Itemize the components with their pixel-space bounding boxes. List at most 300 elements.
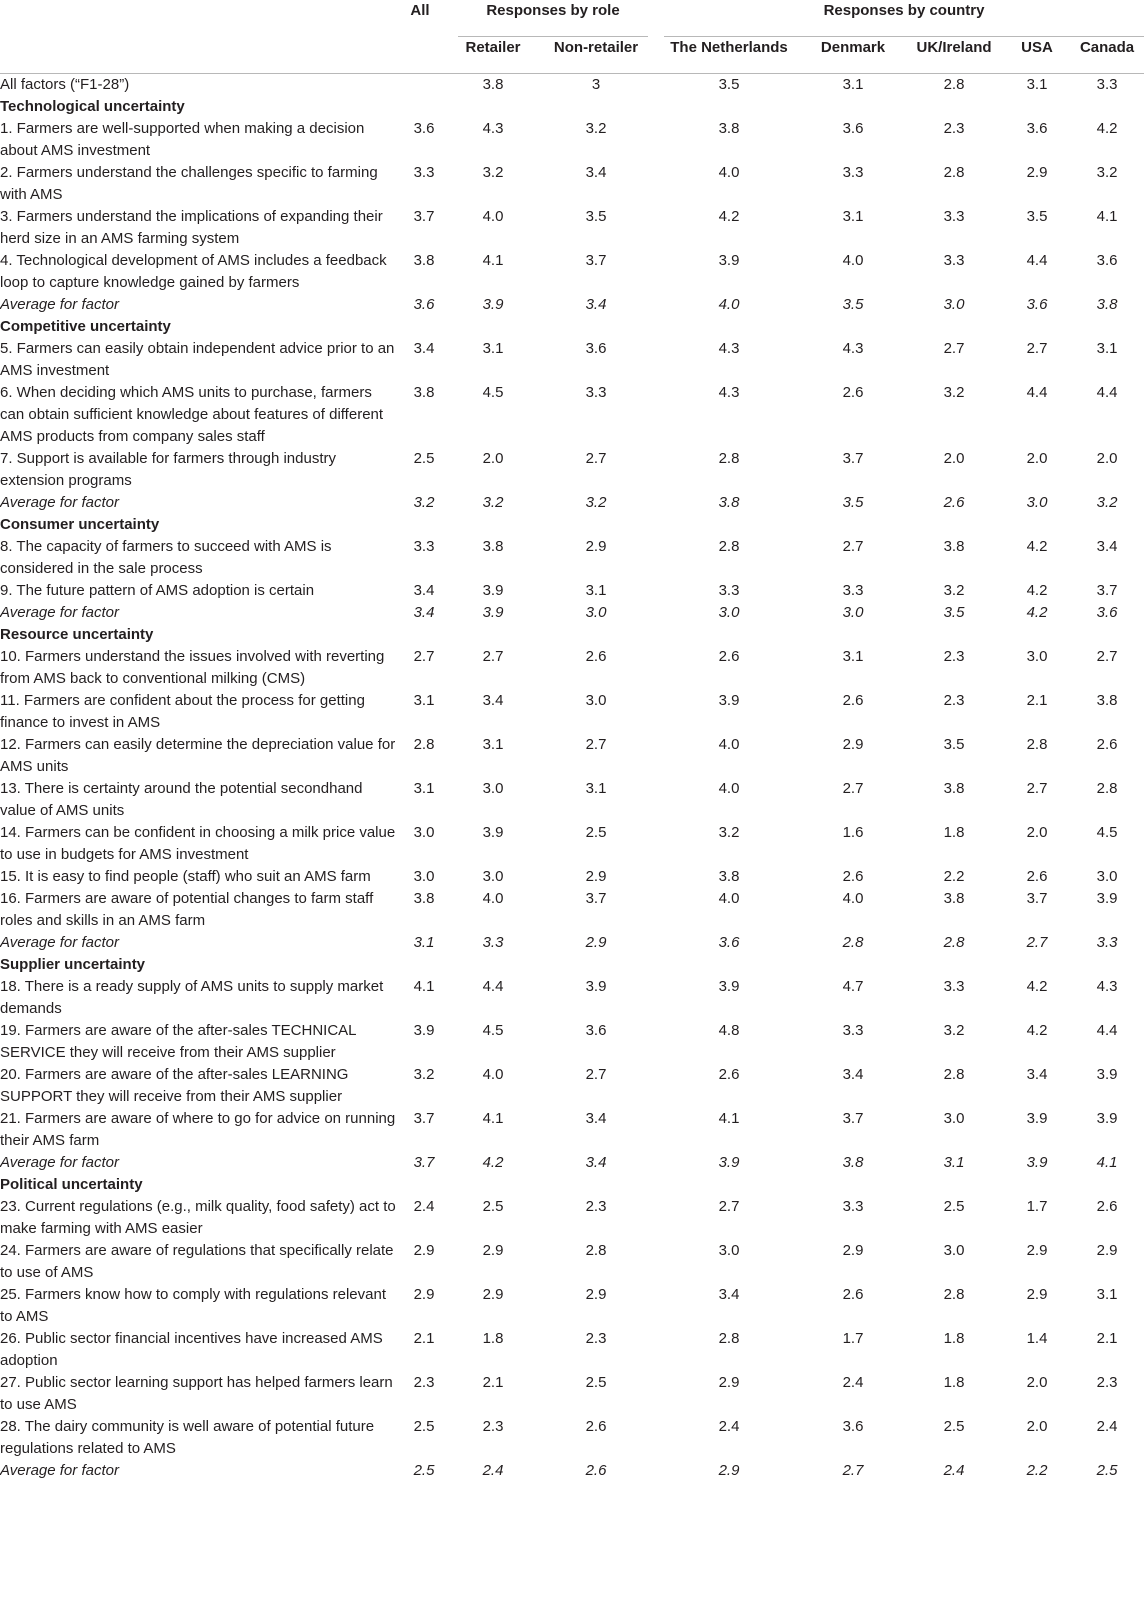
row-label: 9. The future pattern of AMS adoption is certain [0,582,315,599]
cell-denmark: 3.3 [842,1022,864,1039]
cell-denmark: 3.6 [842,120,864,137]
cell-all: 3.4 [413,340,435,357]
cell-usa: 4.4 [1026,384,1048,401]
table-row [0,1196,1144,1240]
cell-usa: 3.9 [1026,1110,1048,1127]
cell-denmark: 2.6 [842,868,864,885]
table-row [0,1328,1144,1372]
cell-canada: 2.7 [1096,648,1118,665]
cell-denmark: 4.3 [842,340,864,357]
cell-all: 2.5 [413,450,435,467]
cell-retailer: 1.8 [482,1330,504,1347]
cell-all: 2.1 [413,1330,435,1347]
cell-all: 3.0 [413,824,435,841]
cell-non-retailer: 3.5 [585,208,607,225]
cell-denmark: 3.6 [842,1418,864,1435]
cell-netherlands: 4.2 [718,208,740,225]
cell-uk-ireland: 3.3 [943,252,965,269]
cell-all: 3.3 [413,538,435,555]
cell-usa: 3.6 [1026,296,1048,313]
section-header-row [0,316,1144,338]
cell-retailer: 4.0 [482,208,504,225]
table-row [0,1284,1144,1328]
cell-non-retailer: 2.7 [585,1066,607,1083]
cell-uk-ireland: 2.8 [943,76,965,93]
cell-all: 3.2 [413,494,435,511]
cell-all: 3.6 [413,120,435,137]
table-row [0,1372,1144,1416]
cell-canada: 3.7 [1096,582,1118,599]
cell-denmark: 2.6 [842,1286,864,1303]
cell-non-retailer: 2.3 [585,1330,607,1347]
cell-retailer: 2.9 [482,1286,504,1303]
cell-denmark: 3.5 [842,296,864,313]
row-label: 24. Farmers are aware of regulations that specifically relate to use of AMS [0,1242,394,1281]
table-row [0,1108,1144,1152]
row-label: Average for factor [0,296,119,313]
cell-uk-ireland: 2.0 [943,450,965,467]
table-row [0,118,1144,162]
cell-usa: 3.5 [1026,208,1048,225]
row-label: Average for factor [0,604,119,621]
cell-non-retailer: 2.9 [585,934,607,951]
cell-all: 2.5 [413,1418,435,1435]
cell-uk-ireland: 3.8 [943,538,965,555]
cell-canada: 2.4 [1096,1418,1118,1435]
cell-usa: 4.2 [1026,1022,1048,1039]
header-retailer: Retailer [450,37,536,74]
table-row [0,1416,1144,1460]
cell-canada: 2.0 [1096,450,1118,467]
cell-retailer: 2.1 [482,1374,504,1391]
cell-netherlands: 2.4 [718,1418,740,1435]
cell-retailer: 3.1 [482,340,504,357]
cell-denmark: 2.7 [842,780,864,797]
cell-non-retailer: 3.6 [585,340,607,357]
cell-canada: 3.8 [1096,296,1118,313]
cell-denmark: 3.3 [842,1198,864,1215]
table-row [0,162,1144,206]
table-row [0,1020,1144,1064]
cell-canada: 3.3 [1096,934,1118,951]
cell-all: 4.1 [413,978,435,995]
cell-denmark: 3.0 [842,604,864,621]
cell-retailer: 3.4 [482,692,504,709]
average-row [0,932,1144,954]
cell-canada: 2.9 [1096,1242,1118,1259]
cell-non-retailer: 3.9 [585,978,607,995]
cell-denmark: 3.7 [842,450,864,467]
cell-retailer: 4.1 [482,252,504,269]
row-label: Average for factor [0,1154,119,1171]
cell-uk-ireland: 2.3 [943,692,965,709]
table-row [0,250,1144,294]
cell-uk-ireland: 3.2 [943,384,965,401]
table-row [0,1064,1144,1108]
cell-netherlands: 4.1 [718,1110,740,1127]
cell-uk-ireland: 3.8 [943,780,965,797]
cell-denmark: 2.8 [842,934,864,951]
cell-usa: 3.7 [1026,890,1048,907]
cell-uk-ireland: 2.7 [943,340,965,357]
row-label: 25. Farmers know how to comply with regulations relevant to AMS [0,1286,387,1325]
cell-usa: 2.7 [1026,780,1048,797]
cell-usa: 2.0 [1026,450,1048,467]
cell-canada: 3.4 [1096,538,1118,555]
cell-non-retailer: 3.4 [585,1154,607,1171]
cell-retailer: 3.0 [482,868,504,885]
cell-canada: 2.5 [1096,1462,1118,1479]
cell-non-retailer: 3.4 [585,164,607,181]
cell-non-retailer: 2.8 [585,1242,607,1259]
cell-all: 3.8 [413,252,435,269]
table-row [0,734,1144,778]
cell-uk-ireland: 2.8 [943,1286,965,1303]
cell-canada: 3.6 [1096,604,1118,621]
cell-netherlands: 3.0 [718,604,740,621]
cell-denmark: 3.8 [842,1154,864,1171]
header-usa: USA [1004,37,1070,74]
cell-denmark: 3.4 [842,1066,864,1083]
row-label: 5. Farmers can easily obtain independent advice prior to an AMS investment [0,340,395,379]
cell-usa: 2.1 [1026,692,1048,709]
section-header-row [0,1174,1144,1196]
cell-usa: 1.4 [1026,1330,1048,1347]
cell-uk-ireland: 3.2 [943,582,965,599]
cell-uk-ireland: 3.3 [943,978,965,995]
cell-denmark: 3.7 [842,1110,864,1127]
cell-retailer: 3.2 [482,494,504,511]
cell-canada: 3.9 [1096,890,1118,907]
cell-non-retailer: 2.6 [585,1418,607,1435]
cell-non-retailer: 3.0 [585,604,607,621]
row-label: 27. Public sector learning support has helped farmers learn to use AMS [0,1374,393,1413]
cell-non-retailer: 2.9 [585,1286,607,1303]
cell-netherlands: 2.6 [718,1066,740,1083]
cell-netherlands: 2.8 [718,1330,740,1347]
table-row [0,646,1144,690]
cell-denmark: 2.7 [842,1462,864,1479]
table-row [0,888,1144,932]
cell-denmark: 1.7 [842,1330,864,1347]
cell-non-retailer: 2.6 [585,1462,607,1479]
cell-canada: 3.8 [1096,692,1118,709]
cell-uk-ireland: 3.5 [943,736,965,753]
row-label: 4. Technological development of AMS includes a feedback loop to capture knowledge gained by farmers [0,252,387,291]
cell-netherlands: 4.8 [718,1022,740,1039]
cell-non-retailer: 2.6 [585,648,607,665]
cell-retailer: 3.9 [482,824,504,841]
row-label: 13. There is certainty around the potential secondhand value of AMS units [0,780,363,819]
cell-retailer: 3.8 [482,76,504,93]
cell-canada: 2.6 [1096,1198,1118,1215]
row-label: Average for factor [0,934,119,951]
cell-all: 3.3 [413,164,435,181]
cell-netherlands: 2.8 [718,538,740,555]
cell-retailer: 4.3 [482,120,504,137]
cell-uk-ireland: 3.3 [943,208,965,225]
cell-uk-ireland: 2.4 [943,1462,965,1479]
cell-all: 2.5 [413,1462,435,1479]
cell-retailer: 2.3 [482,1418,504,1435]
cell-retailer: 2.9 [482,1242,504,1259]
header-responses-by-country: Responses by country [656,0,1144,37]
row-label: 20. Farmers are aware of the after-sales LEARNING SUPPORT they will receive from their AMS supplier [0,1066,349,1105]
cell-denmark: 3.1 [842,76,864,93]
cell-uk-ireland: 2.6 [943,494,965,511]
average-row [0,1460,1144,1482]
header-blank-all [398,37,450,74]
cell-retailer: 3.8 [482,538,504,555]
table-row [0,690,1144,734]
cell-netherlands: 4.0 [718,890,740,907]
cell-uk-ireland: 3.5 [943,604,965,621]
table-row [0,976,1144,1020]
cell-canada: 3.1 [1096,1286,1118,1303]
row-label: 8. The capacity of farmers to succeed with AMS is considered in the sale process [0,538,332,577]
cell-denmark: 3.5 [842,494,864,511]
cell-usa: 2.0 [1026,824,1048,841]
cell-usa: 4.4 [1026,252,1048,269]
row-label: 21. Farmers are aware of where to go for advice on running their AMS farm [0,1110,396,1149]
cell-retailer: 4.1 [482,1110,504,1127]
table-row [0,866,1144,888]
section-header-row [0,96,1144,118]
cell-denmark: 2.6 [842,692,864,709]
section-title: Supplier uncertainty [0,956,146,973]
cell-netherlands: 3.3 [718,582,740,599]
cell-uk-ireland: 3.2 [943,1022,965,1039]
cell-denmark: 2.9 [842,736,864,753]
cell-all: 3.1 [413,934,435,951]
header-denmark: Denmark [802,37,904,74]
row-label: 26. Public sector financial incentives have increased AMS adoption [0,1330,383,1369]
cell-netherlands: 3.0 [718,1242,740,1259]
cell-uk-ireland: 3.0 [943,1242,965,1259]
cell-canada: 4.1 [1096,208,1118,225]
cell-non-retailer: 3.1 [585,582,607,599]
cell-all: 2.4 [413,1198,435,1215]
cell-usa: 2.0 [1026,1374,1048,1391]
row-label: 11. Farmers are confident about the process for getting finance to invest in AMS [0,692,365,731]
cell-denmark: 2.7 [842,538,864,555]
cell-netherlands: 2.9 [718,1374,740,1391]
cell-retailer: 4.0 [482,890,504,907]
table-row [0,580,1144,602]
table-row [0,448,1144,492]
table-row [0,74,1144,97]
cell-netherlands: 3.5 [718,76,740,93]
cell-canada: 3.0 [1096,868,1118,885]
cell-usa: 3.0 [1026,494,1048,511]
cell-netherlands: 4.3 [718,340,740,357]
cell-uk-ireland: 3.8 [943,890,965,907]
cell-non-retailer: 2.9 [585,538,607,555]
cell-all: 2.9 [413,1242,435,1259]
cell-netherlands: 3.6 [718,934,740,951]
cell-netherlands: 3.8 [718,120,740,137]
cell-all: 3.7 [413,1154,435,1171]
cell-retailer: 3.2 [482,164,504,181]
cell-canada: 3.3 [1096,76,1118,93]
cell-all: 3.6 [413,296,435,313]
header-canada: Canada [1070,37,1144,74]
cell-denmark: 3.1 [842,648,864,665]
cell-uk-ireland: 2.5 [943,1198,965,1215]
section-title: Consumer uncertainty [0,516,160,533]
cell-non-retailer: 3.4 [585,1110,607,1127]
row-label: 7. Support is available for farmers through industry extension programs [0,450,336,489]
cell-non-retailer: 3.1 [585,780,607,797]
table-body [0,74,1144,1483]
cell-netherlands: 4.0 [718,296,740,313]
header-corner [0,0,398,37]
cell-retailer: 3.9 [482,604,504,621]
cell-retailer: 2.7 [482,648,504,665]
cell-retailer: 4.4 [482,978,504,995]
cell-non-retailer: 3.2 [585,494,607,511]
cell-canada: 3.9 [1096,1110,1118,1127]
cell-canada: 4.5 [1096,824,1118,841]
cell-usa: 4.2 [1026,582,1048,599]
cell-non-retailer: 2.5 [585,824,607,841]
cell-canada: 4.4 [1096,384,1118,401]
cell-canada: 3.6 [1096,252,1118,269]
cell-denmark: 4.0 [842,252,864,269]
section-header-row [0,624,1144,646]
cell-all: 3.1 [413,692,435,709]
table-row [0,338,1144,382]
cell-all: 2.9 [413,1286,435,1303]
cell-all: 2.8 [413,736,435,753]
row-label: 10. Farmers understand the issues involved with reverting from AMS back to conventional milking (CMS) [0,648,385,687]
cell-uk-ireland: 3.0 [943,296,965,313]
cell-denmark: 3.3 [842,164,864,181]
row-label: 23. Current regulations (e.g., milk quality, food safety) act to make farming with AMS easier [0,1198,396,1237]
cell-usa: 2.8 [1026,736,1048,753]
cell-retailer: 4.0 [482,1066,504,1083]
cell-denmark: 4.7 [842,978,864,995]
row-label: Average for factor [0,494,119,511]
cell-usa: 2.9 [1026,1242,1048,1259]
row-label: 2. Farmers understand the challenges specific to farming with AMS [0,164,378,203]
cell-all: 2.3 [413,1374,435,1391]
cell-netherlands: 3.4 [718,1286,740,1303]
cell-canada: 2.1 [1096,1330,1118,1347]
cell-usa: 3.6 [1026,120,1048,137]
table-row [0,382,1144,448]
cell-netherlands: 4.0 [718,164,740,181]
cell-denmark: 2.4 [842,1374,864,1391]
cell-non-retailer: 2.9 [585,868,607,885]
cell-usa: 2.9 [1026,164,1048,181]
cell-uk-ireland: 2.8 [943,164,965,181]
cell-netherlands: 3.2 [718,824,740,841]
average-row [0,602,1144,624]
cell-retailer: 3.3 [482,934,504,951]
cell-netherlands: 3.8 [718,868,740,885]
cell-canada: 3.9 [1096,1066,1118,1083]
cell-retailer: 4.5 [482,1022,504,1039]
cell-netherlands: 3.8 [718,494,740,511]
row-label: 3. Farmers understand the implications of expanding their herd size in an AMS farming system [0,208,383,247]
table-row [0,536,1144,580]
cell-canada: 2.6 [1096,736,1118,753]
cell-retailer: 3.9 [482,296,504,313]
cell-non-retailer: 2.5 [585,1374,607,1391]
cell-retailer: 3.9 [482,582,504,599]
cell-usa: 3.0 [1026,648,1048,665]
cell-uk-ireland: 2.3 [943,648,965,665]
cell-usa: 2.2 [1026,1462,1048,1479]
table-row [0,822,1144,866]
cell-netherlands: 3.9 [718,978,740,995]
cell-netherlands: 4.0 [718,780,740,797]
cell-netherlands: 2.7 [718,1198,740,1215]
cell-canada: 4.1 [1096,1154,1118,1171]
cell-denmark: 1.6 [842,824,864,841]
header-all: All [410,2,430,19]
row-label: 18. There is a ready supply of AMS units to supply market demands [0,978,384,1017]
cell-usa: 2.0 [1026,1418,1048,1435]
cell-non-retailer: 3.4 [585,296,607,313]
cell-canada: 3.2 [1096,164,1118,181]
cell-non-retailer: 3.7 [585,252,607,269]
row-label: 16. Farmers are aware of potential changes to farm staff roles and skills in an AMS farm [0,890,374,929]
cell-netherlands: 2.9 [718,1462,740,1479]
table-row [0,778,1144,822]
cell-denmark: 2.6 [842,384,864,401]
row-label: 12. Farmers can easily determine the depreciation value for AMS units [0,736,396,775]
table-header [0,0,1144,74]
cell-netherlands: 3.9 [718,692,740,709]
header-blank [0,37,398,74]
cell-usa: 2.6 [1026,868,1048,885]
cell-canada: 3.2 [1096,494,1118,511]
cell-usa: 3.9 [1026,1154,1048,1171]
cell-netherlands: 2.8 [718,450,740,467]
average-row [0,492,1144,514]
cell-retailer: 2.4 [482,1462,504,1479]
cell-uk-ireland: 2.8 [943,934,965,951]
cell-all: 3.7 [413,1110,435,1127]
cell-all: 3.2 [413,1066,435,1083]
cell-netherlands: 4.0 [718,736,740,753]
cell-usa: 2.9 [1026,1286,1048,1303]
cell-uk-ireland: 1.8 [943,1330,965,1347]
cell-usa: 2.7 [1026,340,1048,357]
cell-non-retailer: 3.0 [585,692,607,709]
section-title: Technological uncertainty [0,98,185,115]
average-row [0,1152,1144,1174]
cell-usa: 4.2 [1026,604,1048,621]
cell-all: 3.0 [413,868,435,885]
cell-netherlands: 3.9 [718,1154,740,1171]
cell-non-retailer: 3.2 [585,120,607,137]
section-header-row [0,954,1144,976]
cell-uk-ireland: 3.0 [943,1110,965,1127]
cell-non-retailer: 2.7 [585,450,607,467]
table-row [0,1240,1144,1284]
cell-usa: 3.1 [1026,76,1048,93]
cell-netherlands: 3.9 [718,252,740,269]
section-title: Competitive uncertainty [0,318,171,335]
cell-non-retailer: 3.3 [585,384,607,401]
header-responses-by-role: Responses by role [450,0,656,37]
cell-uk-ireland: 1.8 [943,824,965,841]
cell-uk-ireland: 3.1 [943,1154,965,1171]
cell-all: 3.9 [413,1022,435,1039]
